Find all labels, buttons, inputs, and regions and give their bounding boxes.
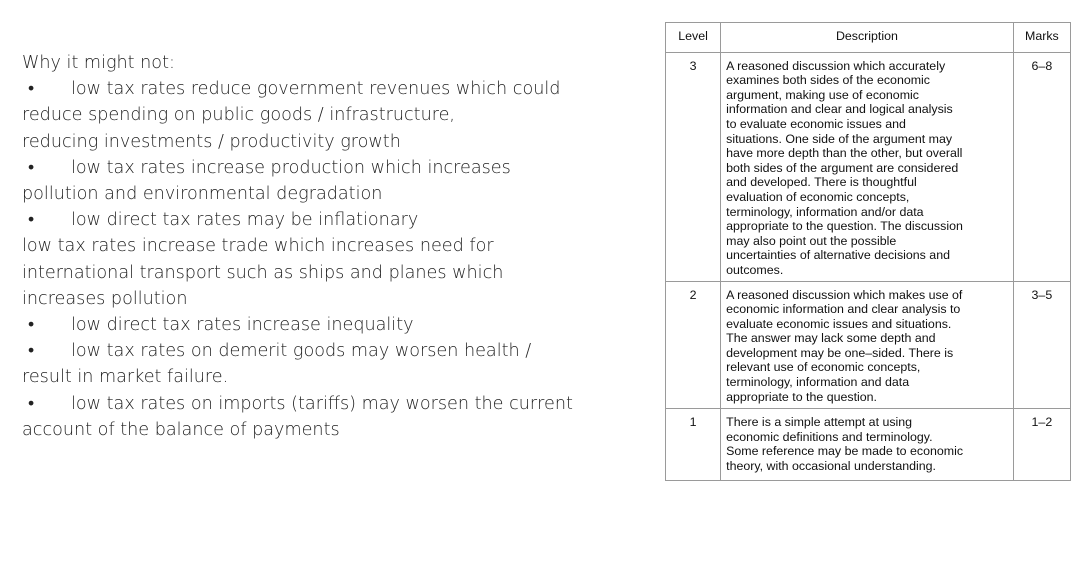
text-line: reduce spending on public goods / infrastructure, xyxy=(22,105,455,126)
level-column-header: Level xyxy=(666,23,721,53)
text-line: increases pollution xyxy=(22,288,188,309)
bullet-icon: • xyxy=(28,210,35,231)
level-cell: 2 xyxy=(666,281,721,409)
mark-scheme-table xyxy=(665,22,1071,481)
text-line: pollution and environmental degradation xyxy=(22,184,383,205)
bullet-line: • low direct tax rates increase inequality xyxy=(22,312,622,338)
description-cell: A reasoned discussion which makes use of economic information and clear analysis to evaluate economic issues and situations. The answer may lack some depth and development may be one–sided. There is relevant use of economic concepts, terminology, information and data appropriate to the question. xyxy=(721,281,1014,409)
table-row-level-2 xyxy=(666,281,1071,409)
bullet-line: • low tax rates increase production which increases xyxy=(22,155,622,181)
bullet-line: • low tax rates reduce government revenues which could xyxy=(22,76,622,102)
marks-cell: 1–2 xyxy=(1013,409,1070,480)
table-header-row xyxy=(666,23,1071,53)
level-cell: 3 xyxy=(666,52,721,281)
bullet-line: • low tax rates on imports (tariffs) may worsen the current xyxy=(22,391,622,417)
table-row-level-1 xyxy=(666,409,1071,480)
text-line: result in market failure. xyxy=(22,367,229,388)
bullet-line: • low tax rates on demerit goods may worsen health / xyxy=(22,338,622,364)
bullet-line: • low direct tax rates may be inflationary xyxy=(22,207,622,233)
bullet-icon: • xyxy=(28,315,35,336)
text-line: international transport such as ships and planes which xyxy=(22,262,504,283)
table-row-level-3 xyxy=(666,52,1071,281)
description-cell: There is a simple attempt at using economic definitions and terminology. Some reference may be made to economic theory, with occasional understanding. xyxy=(721,409,1014,480)
marks-cell: 6–8 xyxy=(1013,52,1070,281)
text-line: reducing investments / productivity growth xyxy=(22,131,401,152)
text-line: account of the balance of payments xyxy=(22,419,340,440)
marks-cell: 3–5 xyxy=(1013,281,1070,409)
bullet-icon: • xyxy=(28,393,35,414)
text-line: low tax rates increase trade which increases need for xyxy=(22,236,494,257)
why-it-might-not-section xyxy=(22,50,622,443)
level-cell: 1 xyxy=(666,409,721,480)
bullet-icon: • xyxy=(28,341,35,362)
description-column-header: Description xyxy=(721,23,1014,53)
bullet-icon: • xyxy=(28,79,35,100)
section-heading: Why it might not: xyxy=(22,53,175,73)
marks-column-header: Marks xyxy=(1013,23,1070,53)
description-cell: A reasoned discussion which accurately examines both sides of the economic argument, making use of economic information and clear and logical analysis to evaluate economic issues and situations. One side of the argument may have more depth than the other, but overall both sides of the argument are considered and developed. There is thoughtful evaluation of economic concepts, terminology, information and/or data appropriate to the question. The discussion may also point out the possible uncertainties of alternative decisions and outcomes. xyxy=(721,52,1014,281)
bullet-icon: • xyxy=(28,157,35,178)
